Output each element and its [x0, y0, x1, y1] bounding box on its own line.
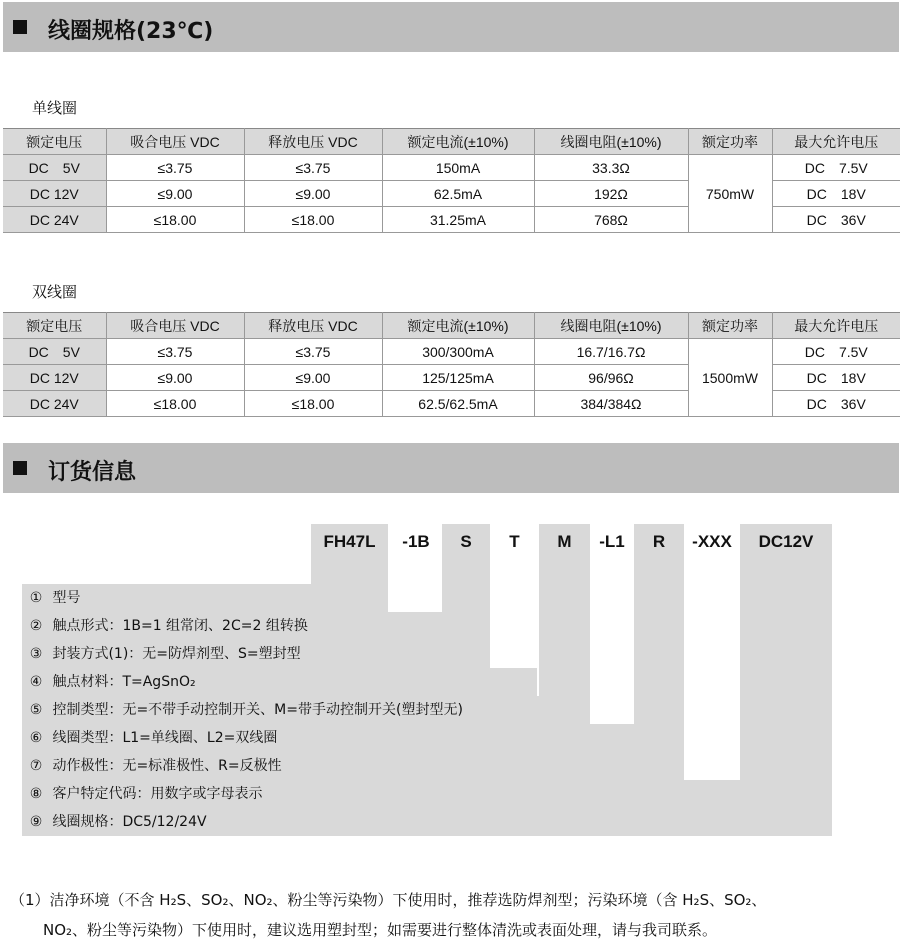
order-code-package: S — [442, 524, 490, 559]
square-bullet-icon — [13, 20, 27, 34]
table-cell: 192Ω — [534, 181, 688, 207]
table-cell: DC 24V — [3, 391, 106, 417]
table-cell: DC 5V — [3, 339, 106, 365]
table-cell: 31.25mA — [382, 207, 534, 233]
footnote-line-2: NO₂、粉尘等污染物）下使用时，建议选用塑封型；如需要进行整体清洗或表面处理，请与我司联系。 — [43, 921, 718, 939]
section-header-coil — [3, 2, 899, 52]
table-cell: DC 12V — [3, 181, 106, 207]
table-cell: DC 24V — [3, 207, 106, 233]
table-header: 最大允许电压 — [772, 313, 900, 339]
table-cell: DC 7.5V — [772, 339, 900, 365]
table-cell: 125/125mA — [382, 365, 534, 391]
table-header: 释放电压 VDC — [244, 313, 382, 339]
connector-bar — [634, 524, 684, 780]
table-cell: 384/384Ω — [534, 391, 688, 417]
order-code-polarity: R — [634, 524, 684, 559]
table-cell: DC 18V — [772, 181, 900, 207]
table-cell: 150mA — [382, 155, 534, 181]
table-cell: ≤3.75 — [244, 155, 382, 181]
square-bullet-icon — [13, 461, 27, 475]
table-cell: 62.5/62.5mA — [382, 391, 534, 417]
table-cell: ≤9.00 — [106, 365, 244, 391]
connector-bar — [740, 524, 832, 836]
table-cell: ≤18.00 — [106, 391, 244, 417]
table-header: 额定功率 — [688, 129, 772, 155]
table-header: 额定电压 — [3, 313, 106, 339]
order-code-customer: -XXX — [692, 532, 732, 551]
option-row: ③ 封装方式(1)：无=防焊剂型、S=塑封型 — [22, 640, 490, 668]
double-coil-label: 双线圈 — [32, 283, 78, 301]
table-cell: ≤9.00 — [244, 365, 382, 391]
table-header: 释放电压 VDC — [244, 129, 382, 155]
order-code-coil-type: -L1 — [599, 532, 625, 551]
option-row: ⑧ 客户特定代码：用数字或字母表示 — [22, 780, 740, 808]
option-row: ① 型号 — [22, 584, 388, 612]
table-cell: 33.3Ω — [534, 155, 688, 181]
option-row: ② 触点形式：1B=1 组常闭、2C=2 组转换 — [22, 612, 442, 640]
section-header-order — [3, 443, 899, 493]
single-coil-table — [3, 128, 900, 233]
table-cell: ≤18.00 — [244, 207, 382, 233]
table-cell: ≤18.00 — [244, 391, 382, 417]
table-cell: DC 5V — [3, 155, 106, 181]
option-row: ⑥ 线圈类型：L1=单线圈、L2=双线圈 — [22, 724, 634, 752]
table-cell: ≤9.00 — [106, 181, 244, 207]
table-cell: DC 36V — [772, 391, 900, 417]
table-header: 额定电流(±10%) — [382, 313, 534, 339]
option-row: ⑤ 控制类型：无=不带手动控制开关、M=带手动控制开关(塑封型无) — [22, 696, 590, 724]
order-code-contact: -1B — [402, 532, 430, 551]
table-cell: ≤9.00 — [244, 181, 382, 207]
table-cell: 768Ω — [534, 207, 688, 233]
section-title: 订货信息 — [48, 460, 137, 485]
table-cell: DC 36V — [772, 207, 900, 233]
table-header: 额定功率 — [688, 313, 772, 339]
order-code-material: T — [509, 532, 520, 551]
option-row: ⑦ 动作极性：无=标准极性、R=反极性 — [22, 752, 684, 780]
single-coil-label: 单线圈 — [32, 99, 78, 117]
double-coil-table — [3, 312, 900, 417]
table-cell: DC 18V — [772, 365, 900, 391]
table-cell: ≤3.75 — [106, 339, 244, 365]
table-cell: ≤3.75 — [106, 155, 244, 181]
order-code-control: M — [539, 524, 590, 559]
order-code-model: FH47L — [311, 524, 388, 559]
power-cell: 750mW — [688, 155, 772, 233]
table-header: 线圈电阻(±10%) — [534, 129, 688, 155]
option-row: ④ 触点材料：T=AgSnO₂ — [22, 668, 537, 696]
footnote-line-1: （1）洁净环境（不含 H₂S、SO₂、NO₂、粉尘等污染物）下使用时，推荐选防焊剂型；污染环境（含 H₂S、SO₂、 — [10, 891, 767, 909]
option-row: ⑨ 线圈规格：DC5/12/24V — [22, 808, 832, 836]
table-cell: ≤18.00 — [106, 207, 244, 233]
table-header: 最大允许电压 — [772, 129, 900, 155]
table-cell: 62.5mA — [382, 181, 534, 207]
table-row — [3, 155, 900, 181]
order-code-coil-spec: DC12V — [740, 524, 832, 559]
section-title: 线圈规格(23℃) — [48, 19, 214, 44]
table-header: 吸合电压 VDC — [106, 129, 244, 155]
table-cell: 16.7/16.7Ω — [534, 339, 688, 365]
table-cell: 96/96Ω — [534, 365, 688, 391]
table-header-row — [3, 313, 900, 339]
table-cell: 300/300mA — [382, 339, 534, 365]
table-cell: ≤3.75 — [244, 339, 382, 365]
power-cell: 1500mW — [688, 339, 772, 417]
table-header-row — [3, 129, 900, 155]
table-header: 额定电流(±10%) — [382, 129, 534, 155]
table-row — [3, 339, 900, 365]
table-header: 吸合电压 VDC — [106, 313, 244, 339]
table-cell: DC 12V — [3, 365, 106, 391]
table-cell: DC 7.5V — [772, 155, 900, 181]
table-header: 线圈电阻(±10%) — [534, 313, 688, 339]
table-header: 额定电压 — [3, 129, 106, 155]
